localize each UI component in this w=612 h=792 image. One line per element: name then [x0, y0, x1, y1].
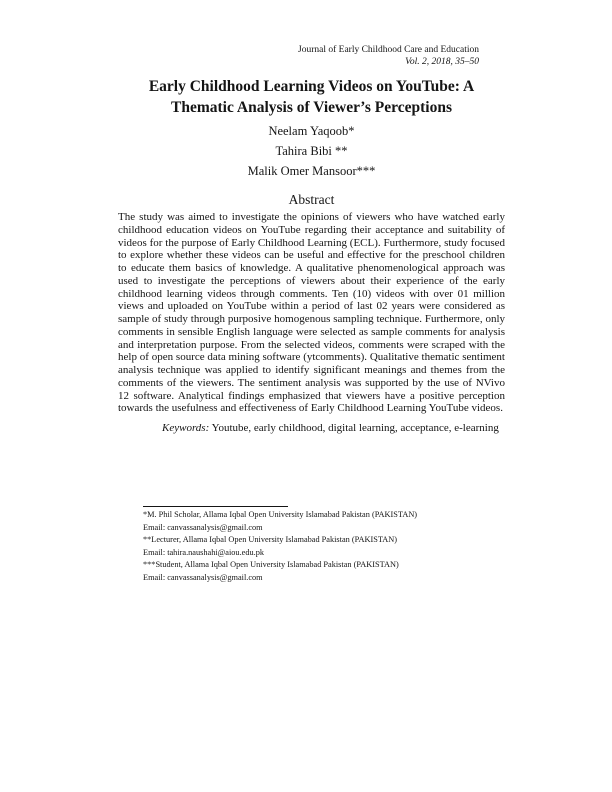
- footnote-block: [143, 506, 473, 585]
- footnote-email: Email: canvassanalysis@gmail.com: [143, 572, 263, 582]
- keywords-block: [162, 422, 555, 435]
- abstract-heading: Abstract: [288, 192, 335, 207]
- keywords-text: Youtube, early childhood, digital learning, acceptance, e-learning: [211, 422, 499, 434]
- paper-title: [118, 76, 505, 118]
- journal-header: [118, 44, 505, 68]
- footnote-affiliation: **Lecturer, Allama Iqbal Open University Islamabad Pakistan (PAKISTAN): [143, 535, 397, 545]
- paper-title-line1: Early Childhood Learning Videos on YouTube: A: [148, 78, 475, 95]
- journal-volume-info: Vol. 2, 2018, 35–50: [405, 57, 479, 67]
- footnote-email: Email: canvassanalysis@gmail.com: [143, 522, 263, 532]
- keywords-label: Keywords:: [162, 422, 210, 434]
- author-name: Neelam Yaqoob*: [268, 124, 355, 138]
- page-content: [118, 0, 505, 435]
- footnote-separator-rule: [143, 506, 288, 507]
- footnote-affiliation: ***Student, Allama Iqbal Open University Islamabad Pakistan (PAKISTAN): [143, 560, 399, 570]
- footnote-email: Email: tahira.naushahi@aiou.edu.pk: [143, 547, 264, 557]
- journal-name: Journal of Early Childhood Care and Education: [298, 45, 479, 55]
- abstract-text: The study was aimed to investigate the opinions of viewers who have watched early childhood education videos on YouTube regarding their acceptance and suitability of videos for the purpose of Early Childhood Learning (ECL). Furthermore, study focused to explore whether these videos can be useful and effective for the preschool children to educate them basics of knowledge. A qualitative phenomenological approach was used to investigate the perceptions of viewers about their experience of the early childhood learning videos through comments. Ten (10) videos with over 01 million views and uploaded on YouTube within a period of last 02 years were considered as sample of study through purposive homogenous sampling technique. Furthermore, only comments in sensible English language were selected as sample comments for analysis and interpretation purpose. From the selected videos, comments were scraped with the help of open source data mining software (ytcomments). Qualitative thematic sentiment analysis technique was applied to identify significant meanings and themes from the comments of the viewers. The sentiment analysis was supported by the use of NVivo 12 software. Analytical findings emphasized that viewers have a positive perception towards the usefulness and effectiveness of Early Childhood Learning YouTube videos.: [118, 211, 505, 415]
- footnote-affiliation: *M. Phil Scholar, Allama Iqbal Open University Islamabad Pakistan (PAKISTAN): [143, 510, 418, 519]
- author-list: [118, 121, 505, 181]
- paper-title-line2: Thematic Analysis of Viewer’s Perceptions: [171, 99, 452, 116]
- author-name: Malik Omer Mansoor***: [247, 164, 376, 178]
- author-name: Tahira Bibi **: [275, 144, 348, 158]
